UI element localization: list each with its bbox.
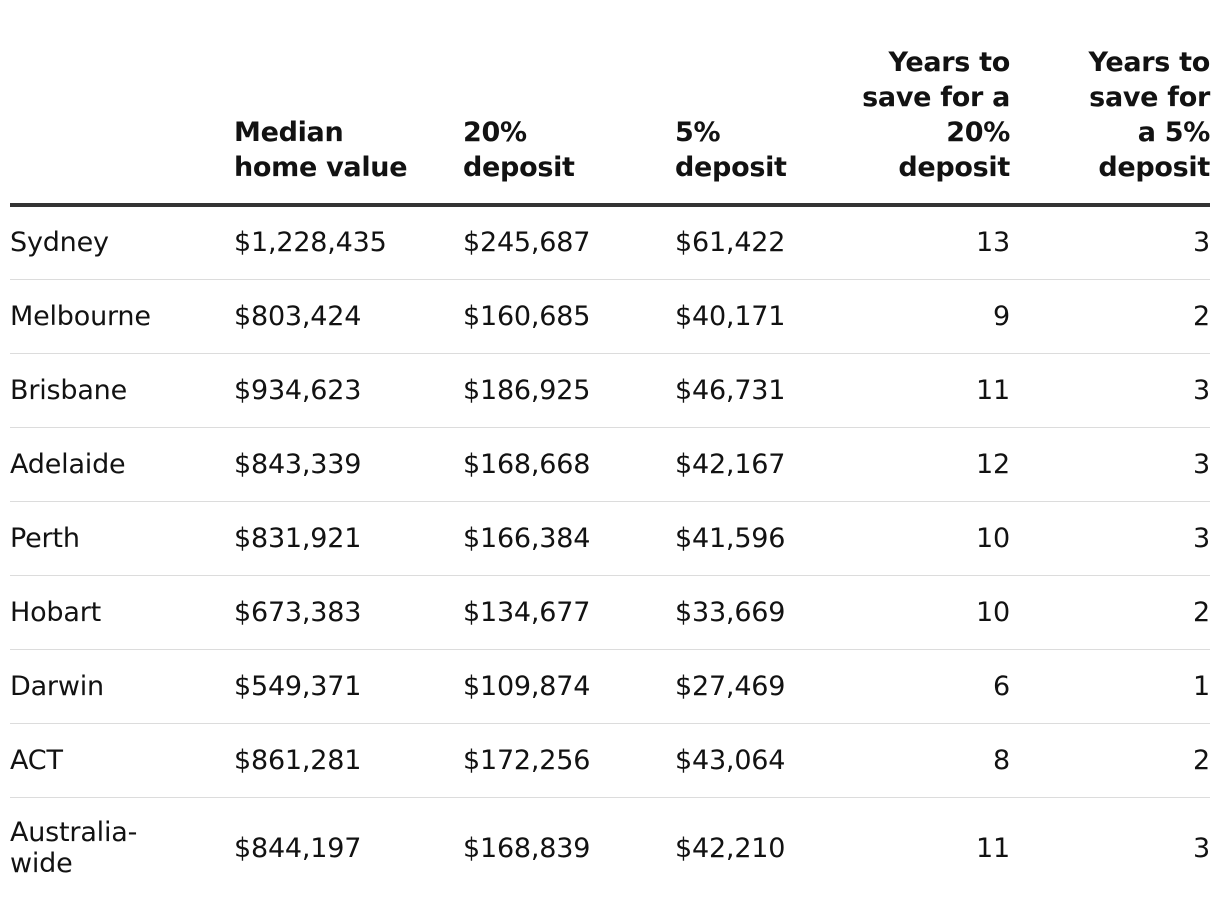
- cell-median-home-value: $673,383: [234, 575, 463, 649]
- header-20-percent-deposit: 20% deposit: [463, 0, 675, 205]
- cell-years-5-percent: 2: [1010, 279, 1210, 353]
- cell-median-home-value: $831,921: [234, 501, 463, 575]
- cell-20-percent-deposit: $160,685: [463, 279, 675, 353]
- cell-city: Brisbane: [10, 353, 234, 427]
- home-deposit-table: [10, 0, 1210, 899]
- cell-20-percent-deposit: $168,668: [463, 427, 675, 501]
- table-row: [10, 205, 1210, 279]
- cell-city-label: Australia-wide: [10, 817, 138, 880]
- cell-5-percent-deposit: $42,210: [675, 832, 786, 864]
- cell-20-percent-deposit: $172,256: [463, 723, 675, 797]
- cell-years-5-percent: 3: [1010, 205, 1210, 279]
- cell-years-20-percent: 10: [840, 575, 1010, 649]
- cell-years-20-percent: 6: [840, 649, 1010, 723]
- cell-city: Perth: [10, 501, 234, 575]
- header-median-home-value: Median home value: [234, 0, 463, 205]
- cell-5-percent-deposit: $61,422: [675, 205, 840, 279]
- table-row: [10, 279, 1210, 353]
- cell-median-home-value: $843,339: [234, 427, 463, 501]
- table-row: [10, 427, 1210, 501]
- cell-5-percent-deposit: $27,469: [675, 649, 840, 723]
- cell-city: Sydney: [10, 205, 234, 279]
- cell-city: Hobart: [10, 575, 234, 649]
- cell-20-percent-deposit: $168,839: [463, 832, 591, 864]
- cell-years-5-percent: 3: [1010, 353, 1210, 427]
- cell-20-percent-deposit: $245,687: [463, 205, 675, 279]
- cell-years-20-percent: 10: [840, 501, 1010, 575]
- cell-years-20-percent: 8: [840, 723, 1010, 797]
- cell-years-5-percent: 3: [1010, 427, 1210, 501]
- header-years-20-percent: Years to save for a 20% deposit: [840, 0, 1010, 205]
- cell-city: [10, 797, 234, 899]
- cell-city: Adelaide: [10, 427, 234, 501]
- cell-years-5-percent: 2: [1010, 723, 1210, 797]
- cell-years-5-percent: 3: [1010, 501, 1210, 575]
- cell-median-home-value: $1,228,435: [234, 205, 463, 279]
- cell-median-home-value: $934,623: [234, 353, 463, 427]
- cell-5-percent-deposit: $46,731: [675, 353, 840, 427]
- cell-20-percent-deposit: $109,874: [463, 649, 675, 723]
- table-row: [10, 723, 1210, 797]
- header-5-percent-deposit: 5% deposit: [675, 0, 840, 205]
- cell-years-5-percent: 3: [1193, 832, 1210, 864]
- header-city: [10, 0, 234, 205]
- cell-years-20-percent: 11: [840, 353, 1010, 427]
- cell-years-20-percent: 9: [840, 279, 1010, 353]
- cell-years-5-percent: 2: [1010, 575, 1210, 649]
- table-row: [10, 353, 1210, 427]
- table-body: [10, 205, 1210, 899]
- table-header: [10, 0, 1210, 205]
- cell-5-percent-deposit: $33,669: [675, 575, 840, 649]
- table-row: [10, 501, 1210, 575]
- cell-median-home-value: $549,371: [234, 649, 463, 723]
- cell-5-percent-deposit: $40,171: [675, 279, 840, 353]
- cell-city: ACT: [10, 723, 234, 797]
- cell-years-20-percent: 12: [840, 427, 1010, 501]
- cell-20-percent-deposit: $186,925: [463, 353, 675, 427]
- cell-5-percent-deposit: $42,167: [675, 427, 840, 501]
- cell-years-20-percent: 13: [840, 205, 1010, 279]
- header-row: [10, 0, 1210, 205]
- cell-median-home-value: $803,424: [234, 279, 463, 353]
- cell-years-20-percent: 11: [976, 832, 1010, 864]
- table-row: [10, 649, 1210, 723]
- cell-city: Melbourne: [10, 279, 234, 353]
- cell-20-percent-deposit: $134,677: [463, 575, 675, 649]
- cell-20-percent-deposit: $166,384: [463, 501, 675, 575]
- cell-city: Darwin: [10, 649, 234, 723]
- header-years-5-percent: Years to save for a 5% deposit: [1010, 0, 1210, 205]
- cell-years-5-percent: 1: [1010, 649, 1210, 723]
- home-deposit-table-container: [10, 0, 1210, 899]
- cell-median-home-value: $844,197: [234, 832, 362, 864]
- cell-5-percent-deposit: $41,596: [675, 501, 840, 575]
- cell-5-percent-deposit: $43,064: [675, 723, 840, 797]
- table-row: [10, 575, 1210, 649]
- cell-median-home-value: $861,281: [234, 723, 463, 797]
- table-row: [10, 797, 1210, 899]
